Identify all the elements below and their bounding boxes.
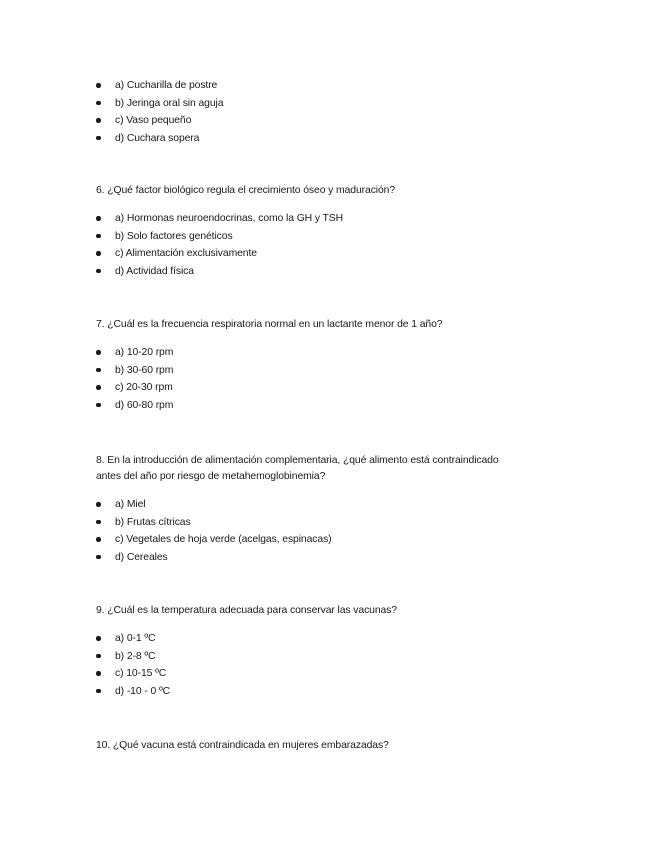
option-5a: a) Cucharilla de postre <box>96 77 566 95</box>
question-7-block <box>96 317 566 414</box>
option-6c: c) Alimentación exclusivamente <box>96 245 566 263</box>
option-8d: d) Cereales <box>96 549 566 567</box>
option-5b: b) Jeringa oral sin aguja <box>96 95 566 113</box>
question-6-block <box>96 183 566 280</box>
option-7b: b) 30-60 rpm <box>96 362 566 380</box>
bullet-icon <box>96 269 101 274</box>
question-5-block <box>96 77 566 147</box>
question-6-text: 6. ¿Qué factor biológico regula el crecimiento óseo y maduración? <box>96 185 396 196</box>
bullet-icon <box>96 689 101 694</box>
bullet-icon <box>96 101 101 106</box>
option-6a: a) Hormonas neuroendocrinas, como la GH y TSH <box>96 210 566 228</box>
bullet-icon <box>96 385 101 390</box>
question-9-options <box>96 630 566 700</box>
bullet-icon <box>96 671 101 676</box>
bullet-icon <box>96 555 101 560</box>
option-5d: d) Cuchara sopera <box>96 130 566 148</box>
bullet-icon <box>96 636 101 641</box>
bullet-icon <box>96 502 101 507</box>
option-7d: d) 60-80 rpm <box>96 397 566 415</box>
option-8c: c) Vegetales de hoja verde (acelgas, espinacas) <box>96 531 566 549</box>
question-8-block <box>96 453 566 566</box>
question-6-options <box>96 210 566 280</box>
bullet-icon <box>96 520 101 525</box>
option-8b: b) Frutas cítricas <box>96 514 566 532</box>
bullet-icon <box>96 350 101 355</box>
question-10-block <box>96 738 566 754</box>
bullet-icon <box>96 136 101 141</box>
option-7a: a) 10-20 rpm <box>96 344 566 362</box>
bullet-icon <box>96 403 101 408</box>
bullet-icon <box>96 368 101 373</box>
option-6b: b) Solo factores genéticos <box>96 228 566 246</box>
option-9c: c) 10-15 ºC <box>96 665 566 683</box>
bullet-icon <box>96 537 101 542</box>
option-7c: c) 20-30 rpm <box>96 379 566 397</box>
question-9-block <box>96 603 566 700</box>
question-5-options <box>96 77 566 147</box>
question-8-text-line2: antes del año por riesgo de metahemoglobinemia? <box>96 471 326 482</box>
option-6d: d) Actividad física <box>96 263 566 281</box>
question-8-options <box>96 496 566 566</box>
bullet-icon <box>96 118 101 123</box>
option-5c: c) Vaso pequeño <box>96 112 566 130</box>
bullet-icon <box>96 234 101 239</box>
bullet-icon <box>96 83 101 88</box>
question-7-text: 7. ¿Cuál es la frecuencia respiratoria normal en un lactante menor de 1 año? <box>96 319 443 330</box>
option-9a: a) 0-1 ºC <box>96 630 566 648</box>
question-7-options <box>96 344 566 414</box>
option-9b: b) 2-8 ºC <box>96 648 566 666</box>
question-9-text: 9. ¿Cuál es la temperatura adecuada para conservar las vacunas? <box>96 605 397 616</box>
bullet-icon <box>96 216 101 221</box>
question-10-text: 10. ¿Qué vacuna está contraindicada en mujeres embarazadas? <box>96 740 389 751</box>
bullet-icon <box>96 251 101 256</box>
bullet-icon <box>96 654 101 659</box>
option-9d: d) -10 - 0 ºC <box>96 683 566 701</box>
option-8a: a) Miel <box>96 496 566 514</box>
question-8-text-line1: 8. En la introducción de alimentación complementaria, ¿qué alimento está contraindicado <box>96 455 499 466</box>
